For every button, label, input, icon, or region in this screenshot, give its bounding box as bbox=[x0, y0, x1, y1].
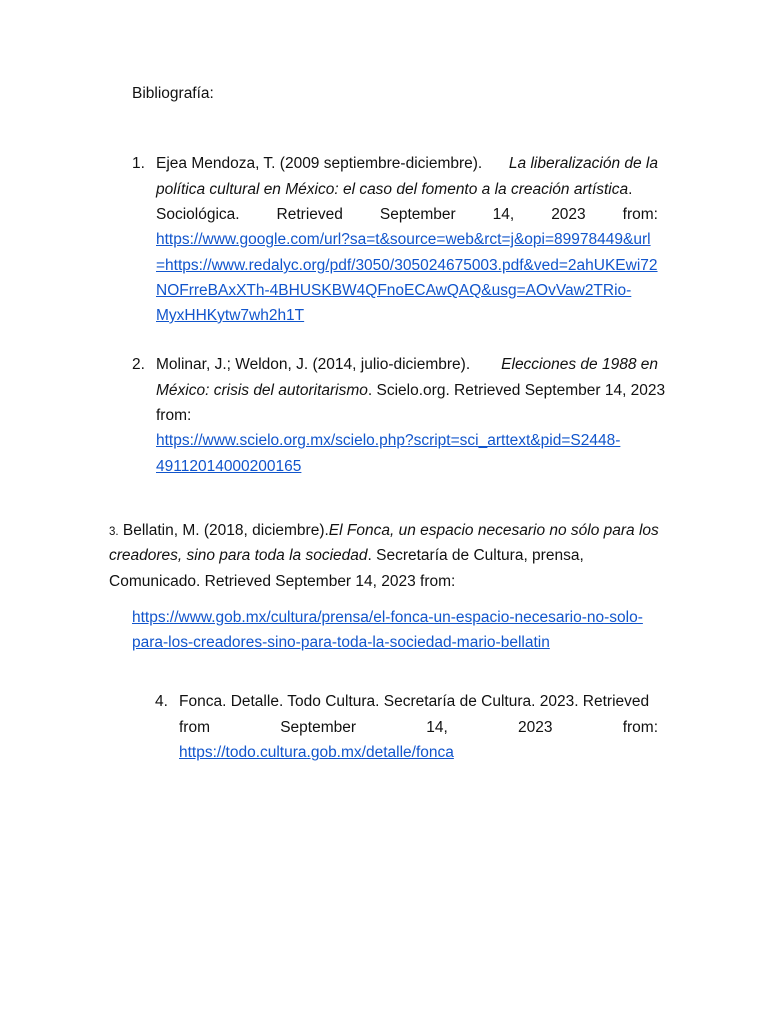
reference-punctuation: . bbox=[628, 181, 633, 198]
reference-number: 4. bbox=[155, 693, 168, 710]
reference-line bbox=[109, 521, 658, 542]
reference-word: Sociológica. bbox=[156, 206, 240, 223]
reference-word: from bbox=[179, 719, 210, 736]
reference-title: política cultural en México: el caso del fomento a la creación artística bbox=[156, 181, 629, 198]
reference-word: September bbox=[379, 206, 456, 223]
reference-line bbox=[156, 381, 665, 401]
reference-link[interactable]: https://www.scielo.org.mx/scielo.php?script=sci_arttext&pid=S2448- bbox=[156, 432, 621, 449]
reference-line: from: bbox=[156, 407, 192, 424]
reference-link[interactable]: MyxHHKytw7wh2h1T bbox=[156, 307, 305, 324]
reference-title: Elecciones de 1988 en bbox=[501, 356, 658, 373]
reference-link[interactable]: https://www.gob.mx/cultura/prensa/el-fonca-un-espacio-necesario-no-solo- bbox=[132, 609, 643, 626]
reference-line: Fonca. Detalle. Todo Cultura. Secretaría de Cultura. 2023. Retrieved bbox=[179, 693, 650, 710]
reference-word: 2023 bbox=[551, 206, 586, 223]
reference-author: Ejea Mendoza, T. (2009 septiembre-diciembre). bbox=[156, 155, 483, 172]
reference-word: 2023 bbox=[518, 719, 553, 736]
reference-word: 14, bbox=[492, 206, 515, 223]
reference-link[interactable]: =https://www.redalyc.org/pdf/3050/305024675003.pdf&ved=2ahUKEwi72 bbox=[156, 257, 658, 274]
reference-line bbox=[156, 355, 658, 375]
reference-line: Comunicado. Retrieved September 14, 2023 from: bbox=[109, 573, 456, 590]
reference-title: creadores, sino para toda la sociedad bbox=[109, 547, 368, 564]
reference-title: México: crisis del autoritarismo bbox=[156, 382, 368, 399]
reference-word: from: bbox=[622, 206, 658, 223]
reference-author: Molinar, J.; Weldon, J. (2014, julio-diciembre). bbox=[156, 356, 471, 373]
reference-source: . Scielo.org. Retrieved September 14, 2023 bbox=[367, 382, 666, 399]
reference-line bbox=[156, 154, 658, 174]
reference-author: Bellatin, M. (2018, diciembre). bbox=[122, 522, 329, 539]
bibliography-heading: Bibliografía: bbox=[132, 85, 214, 102]
reference-word: Retrieved bbox=[276, 206, 343, 223]
reference-link[interactable]: https://www.google.com/url?sa=t&source=web&rct=j&opi=89978449&url bbox=[156, 231, 651, 248]
reference-link[interactable]: para-los-creadores-sino-para-toda-la-sociedad-mario-bellatin bbox=[132, 634, 550, 651]
reference-number: 2. bbox=[132, 356, 145, 373]
reference-link[interactable]: https://todo.cultura.gob.mx/detalle/fonca bbox=[179, 744, 454, 761]
reference-number: 3. bbox=[109, 526, 119, 538]
reference-line bbox=[109, 546, 584, 566]
reference-word: September bbox=[280, 719, 357, 736]
reference-word: 14, bbox=[426, 719, 448, 736]
reference-title: La liberalización de la bbox=[508, 155, 658, 172]
reference-link[interactable]: 49112014000200165 bbox=[156, 458, 302, 475]
reference-number: 1. bbox=[132, 155, 145, 172]
reference-title: El Fonca, un espacio necesario no sólo para los bbox=[328, 522, 659, 539]
reference-line bbox=[156, 205, 658, 225]
reference-source: . Secretaría de Cultura, prensa, bbox=[367, 547, 584, 564]
reference-line bbox=[156, 180, 632, 200]
reference-word: from: bbox=[622, 719, 658, 736]
reference-link[interactable]: NOFrreBAxXTh-4BHUSKBW4QFnoECAwQAQ&usg=AOvVaw2TRio- bbox=[156, 282, 632, 299]
reference-line bbox=[179, 718, 658, 738]
